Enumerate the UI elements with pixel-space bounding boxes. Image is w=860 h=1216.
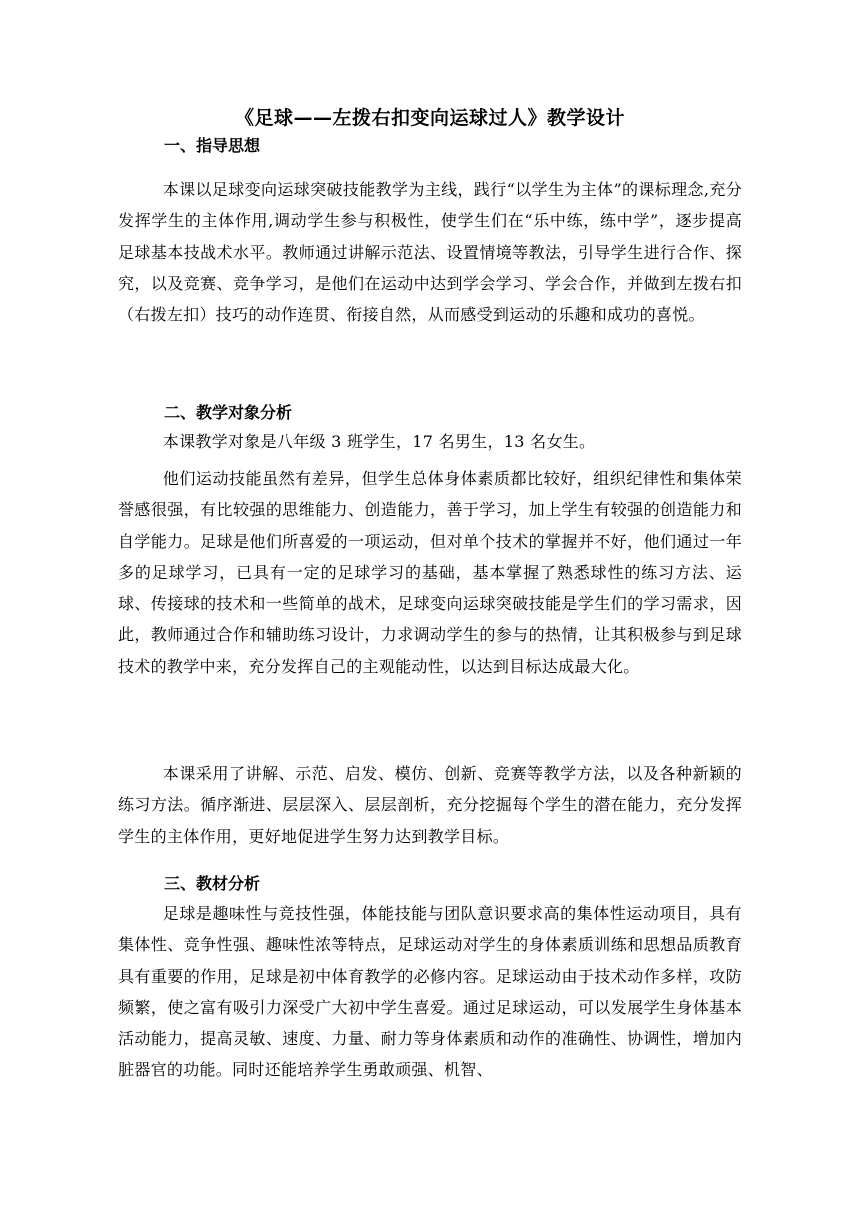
paragraph-student-count: 本课教学对象是八年级 3 班学生，17 名男生，13 名女生。 [162, 432, 596, 451]
paragraph-student-traits: 他们运动技能虽然有差异，但学生总体身体素质都比较好，组织纪律性和集体荣誉感很强，有比较强的思维能力、创造能力，善于学习，加上学生有较强的创造能力和自学能力。足球是他们所喜爱的一项运动，但对单个技术的掌握并不好，他们通过一年多的足球学习，已具有一定的足球学习的基础，基本掌握了熟悉球性的练习方法、运球、传接球的技术和一些简单的战术，足球变向运球突破技能是学生们的学习需求，因此，教师通过合作和辅助练习设计，力求调动学生的参与的热情，让其积极参与到足球技术的教学中来，充分发挥自己的主观能动性，以达到目标达成最大化。 [118, 469, 742, 676]
paragraph-guiding-ideology: 本课以足球变向运球突破技能教学为主线，践行“以学生为主体”的课标理念,充分发挥学生的主体作用,调动学生参与积极性，使学生们在“乐中练，练中学”，逐步提高足球基本技战术水平。教师通过讲解示范法、设置情境等教法，引导学生进行合作、探究，以及竞赛、竞争学习，是他们在运动中达到学会学习、学会合作，并做到左拨右扣（右拨左扣）技巧的动作连贯、衔接自然，从而感受到运动的乐趣和成功的喜悦。 [118, 180, 742, 325]
paragraph-teaching-methods: 本课采用了讲解、示范、启发、模仿、创新、竞赛等教学方法，以及各种新颖的练习方法。循序渐进、层层深入、层层剖析，充分挖掘每个学生的潜在能力，充分发挥学生的主体作用，更好地促进学生努力达到教学目标。 [118, 764, 742, 846]
section-heading-student-analysis: 二、教学对象分析 [164, 403, 293, 422]
paragraph-material-analysis: 足球是趣味性与竞技性强，体能技能与团队意识要求高的集体性运动项目，具有集体性、竞争性强、趣味性浓等特点，足球运动对学生的身体素质训练和思想品质教育具有重要的作用，足球是初中体育教学的必修内容。足球运动由于技术动作多样，攻防频繁，使之富有吸引力深受广大初中学生喜爱。通过足球运动，可以发展学生身体基本活动能力，提高灵敏、速度、力量、耐力等身体素质和动作的准确性、协调性，增加内脏器官的功能。同时还能培养学生勇敢顽强、机智、 [118, 904, 742, 1080]
section-heading-material-analysis: 三、教材分析 [164, 874, 261, 893]
document-title: 《足球——左拨右扣变向运球过人》教学设计 [234, 107, 625, 129]
section-heading-guiding-ideology: 一、指导思想 [164, 136, 261, 155]
